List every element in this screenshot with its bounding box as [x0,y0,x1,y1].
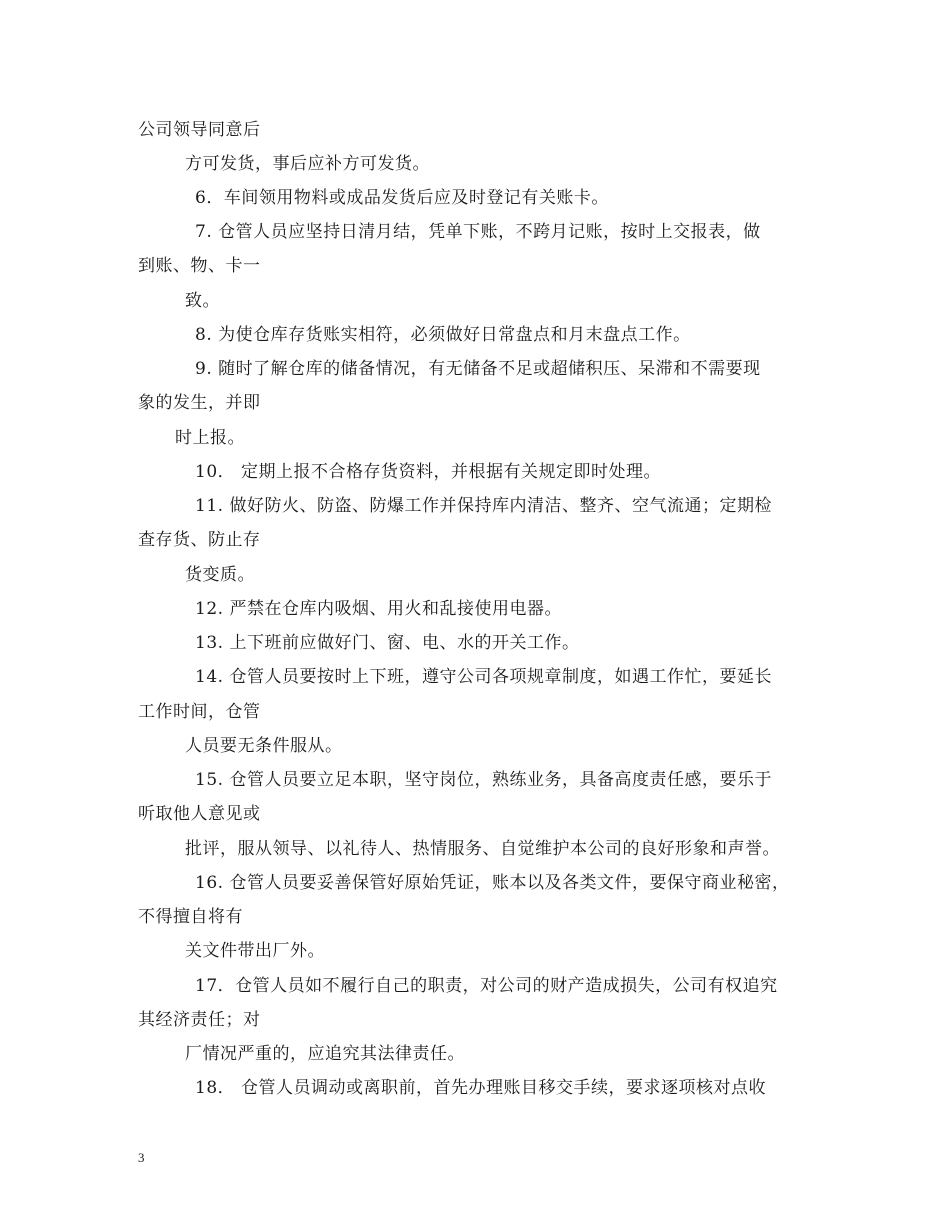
text-line: 14. 仓管人员要按时上下班，遵守公司各项规章制度，如遇工作忙，要延长 [195,667,772,687]
text-line: 方可发货，事后应补方可发货。 [185,154,430,174]
text-line: 工作时间，仓管 [138,702,261,722]
text-line: 公司领导同意后 [138,120,261,140]
text-line: 厂情况严重的，应追究其法律责任。 [185,1044,465,1064]
text-line: 象的发生，并即 [138,393,261,413]
text-line: 其经济责任；对 [138,1010,261,1030]
text-line: 10． 定期上报不合格存货资料，并根据有关规定即时处理。 [195,462,662,482]
text-line: 13. 上下班前应做好门、窗、电、水的开关工作。 [195,633,580,653]
text-line: 到账、物、卡一 [138,256,261,276]
text-line: 听取他人意见或 [138,804,261,824]
text-line: 时上报。 [175,428,245,448]
text-line: 12. 严禁在仓库内吸烟、用火和乱接使用电器。 [195,599,562,619]
text-line: 11. 做好防火、防盗、防爆工作并保持库内清洁、整齐、空气流通；定期检 [195,496,772,516]
text-line: 关文件带出厂外。 [185,941,325,961]
text-line: 不得擅自将有 [138,907,243,927]
text-line: 9. 随时了解仓库的储备情况，有无储备不足或超储积压、呆滞和不需要现 [195,359,761,379]
text-line: 6．车间领用物料或成品发货后应及时登记有关账卡。 [195,188,609,208]
text-line: 15. 仓管人员要立足本职，坚守岗位，熟练业务，具备高度责任感，要乐于 [195,770,772,790]
text-line: 16. 仓管人员要妥善保管好原始凭证，账本以及各类文件，要保守商业秘密， [195,873,790,893]
text-line: 18． 仓管人员调动或离职前，首先办理账目移交手续，要求逐项核对点收 [195,1078,767,1098]
text-line: 17．仓管人员如不履行自己的职责，对公司的财产造成损失，公司有权追究 [195,976,778,996]
text-line: 货变质。 [185,565,255,585]
page-number: 3 [138,1150,145,1165]
text-line: 7. 仓管人员应坚持日清月结，凭单下账，不跨月记账，按时上交报表，做 [195,222,761,242]
text-line: 查存货、防止存 [138,530,261,550]
text-line: 人员要无条件服从。 [185,736,343,756]
text-line: 批评，服从领导、以礼待人、热情服务、自觉维护本公司的良好形象和声誉。 [185,839,780,859]
text-line: 8. 为使仓库存货账实相符，必须做好日常盘点和月末盘点工作。 [195,325,691,345]
text-line: 致。 [185,291,220,311]
